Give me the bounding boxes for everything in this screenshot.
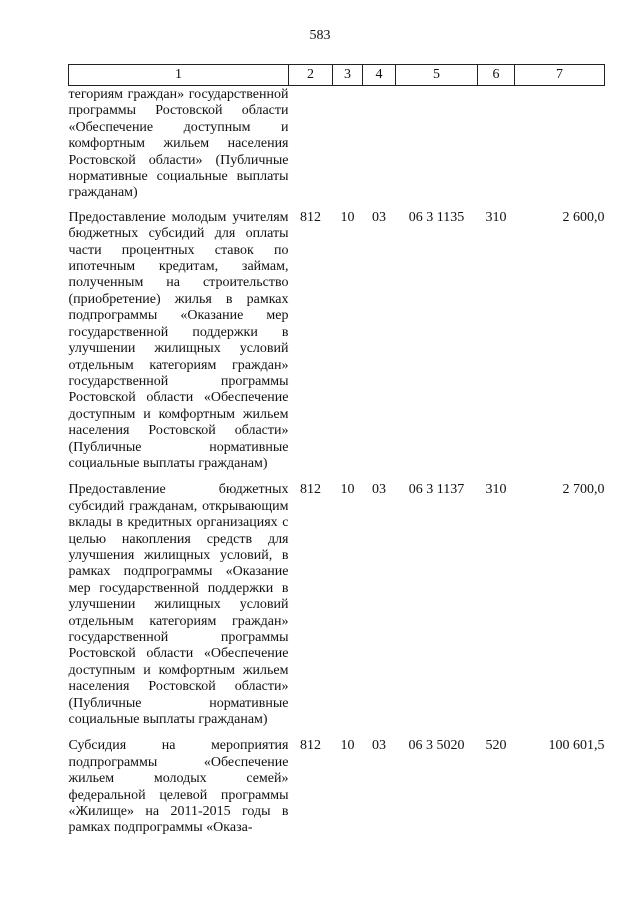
row-description: Субсидия на мероприятия подпрограммы «Обеспечение жильем молодых семей» федеральной целевой программы «Жилище» на 2011-2015 годы в рамках подпрограммы «Оказа-: [68, 738, 289, 836]
row-col2: 812: [300, 738, 321, 754]
row-col2: 812: [300, 209, 321, 225]
column-number-header-row: [69, 65, 605, 86]
table-row: [69, 86, 605, 210]
table-row: [69, 210, 605, 483]
row-col7: [515, 86, 605, 210]
column-header-6: 6: [478, 65, 515, 86]
column-header-3: 3: [333, 65, 363, 86]
table-row: [69, 738, 605, 846]
row-col6: 310: [485, 482, 507, 498]
row-col4: 03: [372, 209, 386, 225]
column-header-5: 5: [396, 65, 478, 86]
row-col7: 100 601,5: [548, 738, 605, 754]
row-col5: [396, 86, 478, 210]
row-col2: [289, 86, 333, 210]
row-col7: 2 600,0: [562, 209, 605, 225]
row-col6: [478, 86, 515, 210]
row-col4: 03: [372, 738, 386, 754]
row-col6: 520: [485, 738, 507, 754]
row-col6: 310: [485, 209, 507, 225]
row-col5: 06 3 1135: [408, 209, 465, 225]
row-col4: 03: [372, 482, 386, 498]
row-col5: 06 3 5020: [408, 738, 465, 754]
row-col2: 812: [300, 482, 321, 498]
row-description: Предоставление бюджетных субсидий гражданам, открывающим вклады в кредитных организациях с целью накопления средств для улучшения жилищных условий, в рамках подпрограммы «Оказание мер государственной поддержки в улучшении жилищных условий отдельным категориям граждан» государственной программы Ростовской области «Обеспечение доступным и комфортным жильем населения Ростовской области» (Публичные нормативные социальные выплаты гражданам): [68, 482, 289, 728]
row-col3: [333, 86, 363, 210]
column-header-7: 7: [515, 65, 605, 86]
row-col3: 10: [340, 738, 355, 754]
column-header-4: 4: [363, 65, 396, 86]
row-description: тегориям граждан» государственной программы Ростовской области «Обеспечение доступным и комфортным жильем населения Ростовской области» (Публичные нормативные социальные выплаты гражданам): [68, 87, 289, 201]
page-number: 583: [309, 28, 331, 43]
row-col7: 2 700,0: [562, 482, 605, 498]
row-col3: 10: [340, 209, 355, 225]
row-col5: 06 3 1137: [408, 482, 465, 498]
column-header-1: 1: [69, 65, 289, 86]
row-description: Предоставление молодым учителям бюджетных субсидий для оплаты части процентных ставок по ипотечным кредитам, займам, полученным на строительство (приобретение) жилья в рамках подпрограммы «Оказание мер государственной поддержки в улучшении жилищных условий отдельным категориям граждан» государственной программы Ростовской области «Обеспечение доступным и комфортным жильем населения Ростовской области» (Публичные нормативные социальные выплаты гражданам): [68, 209, 289, 471]
budget-table: [68, 64, 605, 847]
column-header-2: 2: [289, 65, 333, 86]
row-col3: 10: [340, 482, 355, 498]
table-row: [69, 482, 605, 738]
row-col4: [363, 86, 396, 210]
